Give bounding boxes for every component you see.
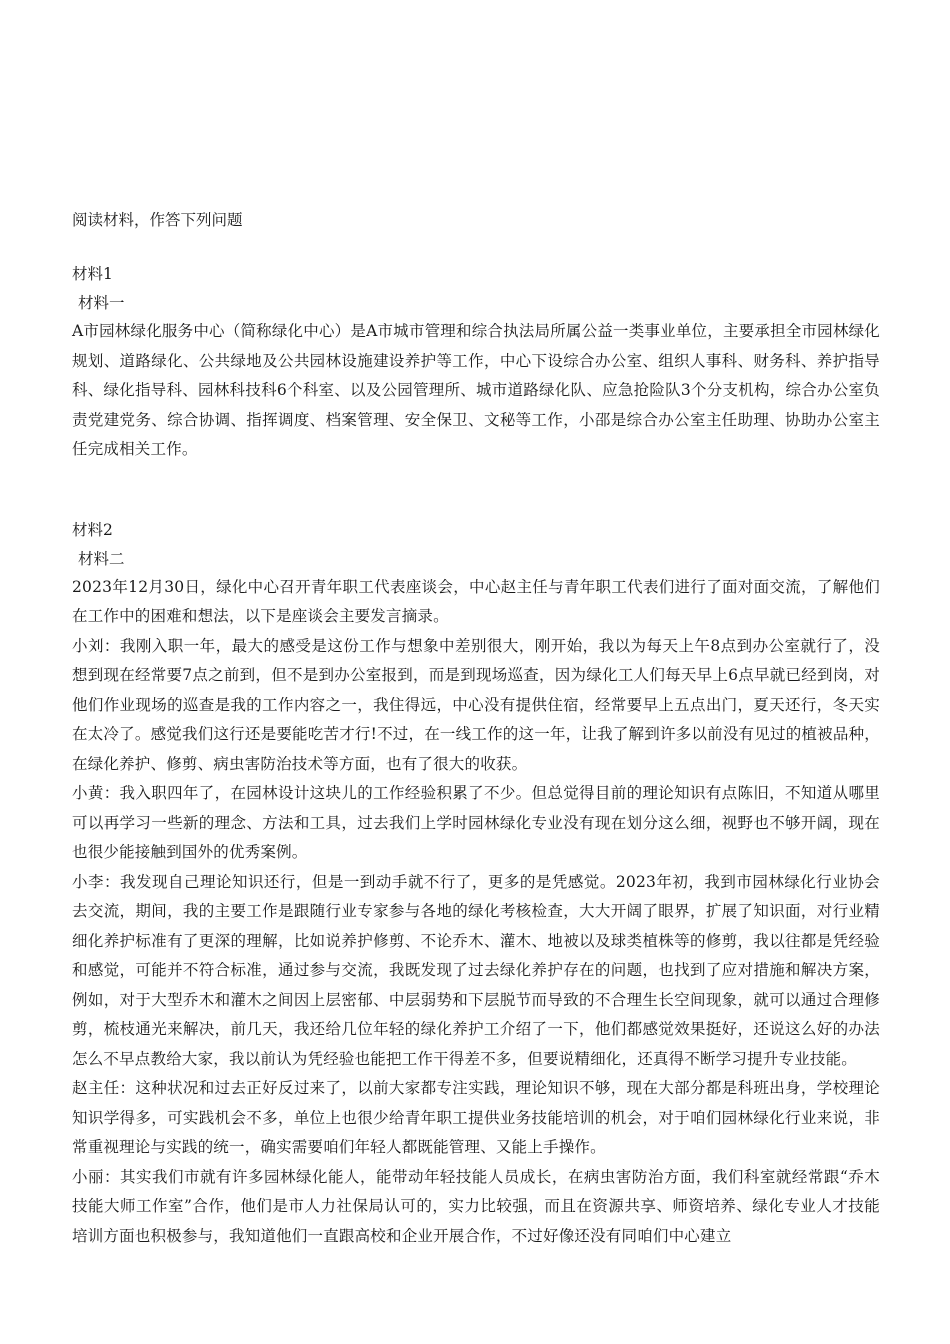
instruction-text: 阅读材料，作答下列问题 (72, 211, 243, 229)
material-2-label: 材料2 (72, 520, 113, 539)
document-page (72, 205, 880, 1251)
speaker-xiaoli2-paragraph: 小丽：其实我们市就有许多园林绿化能人，能带动年轻技能人员成长，在病虫害防治方面，我们科室就经常跟“乔木技能大师工作室”合作，他们是市人力社保局认可的，实力比较强，而且在资源共享、师资培养、绿化专业人才技能培训方面也积极参与，我知道他们一直跟高校和企业开展合作，不过好像还没有同咱们中心建立 (72, 1167, 880, 1245)
material-1-paragraph: A市园林绿化服务中心（简称绿化中心）是A市城市管理和综合执法局所属公益一类事业单位，主要承担全市园林绿化规划、道路绿化、公共绿地及公共园林设施建设养护等工作，中心下设综合办公室、组织人事科、财务科、养护指导科、绿化指导科、园林科技科6个科室、以及公园管理所、城市道路绿化队、应急抢险队3个分支机构，综合办公室负责党建党务、综合协调、指挥调度、档案管理、安全保卫、文秘等工作，小邵是综合办公室主任助理、协助办公室主任完成相关工作。 (72, 322, 880, 458)
speaker-xiaoli-paragraph: 小李：我发现自己理论知识还行，但是一到动手就不行了，更多的是凭感觉。2023年初，我到市园林绿化行业协会去交流，期间，我的主要工作是跟随行业专家参与各地的绿化考核检查，大大开阔了眼界，扩展了知识面，对行业精细化养护标准有了更深的理解，比如说养护修剪、不论乔木、灌木、地被以及球类植株等的修剪，我以往都是凭经验和感觉，可能并不符合标准，通过参与交流，我既发现了过去绿化养护存在的问题，也找到了应对措施和解决方案，例如，对于大型乔木和灌木之间因上层密郁、中层弱势和下层脱节而导致的不合理生长空间现象，就可以通过合理修剪，梳枝通光来解决，前几天，我还给几位年轻的绿化养护工介绍了一下，他们都感觉效果挺好，还说这么好的办法怎么不早点教给大家，我以前认为凭经验也能把工作干得差不多，但要说精细化，还真得不断学习提升专业技能。 (72, 872, 880, 1068)
speaker-director-zhao-paragraph: 赵主任：这种状况和过去正好反过来了，以前大家都专注实践，理论知识不够，现在大部分都是科班出身，学校理论知识学得多，可实践机会不多，单位上也很少给青年职工提供业务技能培训的机会，对于咱们园林绿化行业来说，非常重视理论与实践的统一，确实需要咱们年轻人都既能管理、又能上手操作。 (72, 1079, 880, 1156)
material-2-subtitle: 材料二 (78, 549, 125, 568)
material-2-section (72, 515, 880, 1252)
speaker-xiaoliu-paragraph: 小刘：我刚入职一年，最大的感受是这份工作与想象中差别很大，刚开始，我以为每天上午8点到办公室就行了，没想到现在经常要7点之前到，但不是到办公室报到，而是到现场巡查，因为绿化工人们每天早上6点早就已经到岗，对他们作业现场的巡查是我的工作内容之一，我住得远，中心没有提供住宿，经常要早上五点出门，夏天还行，冬天实在太冷了。感觉我们这行还是要能吃苦才行!不过，在一线工作的这一年，让我了解到许多以前没有见过的植被品种，在绿化养护、修剪、病虫害防治技术等方面，也有了很大的收获。 (72, 636, 880, 773)
speaker-xiaohuang-paragraph: 小黄：我入职四年了，在园林设计这块儿的工作经验积累了不少。但总觉得目前的理论知识有点陈旧，不知道从哪里可以再学习一些新的理念、方法和工具，过去我们上学时园林绿化专业没有现在划分这么细，视野也不够开阔，现在也很少能接触到国外的优秀案例。 (72, 784, 880, 861)
material-2-intro-paragraph: 2023年12月30日，绿化中心召开青年职工代表座谈会，中心赵主任与青年职工代表们进行了面对面交流，了解他们在工作中的困难和想法，以下是座谈会主要发言摘录。 (72, 577, 880, 625)
material-1-section (72, 259, 880, 465)
material-1-subtitle: 材料一 (78, 294, 125, 312)
material-1-label: 材料1 (72, 265, 113, 283)
